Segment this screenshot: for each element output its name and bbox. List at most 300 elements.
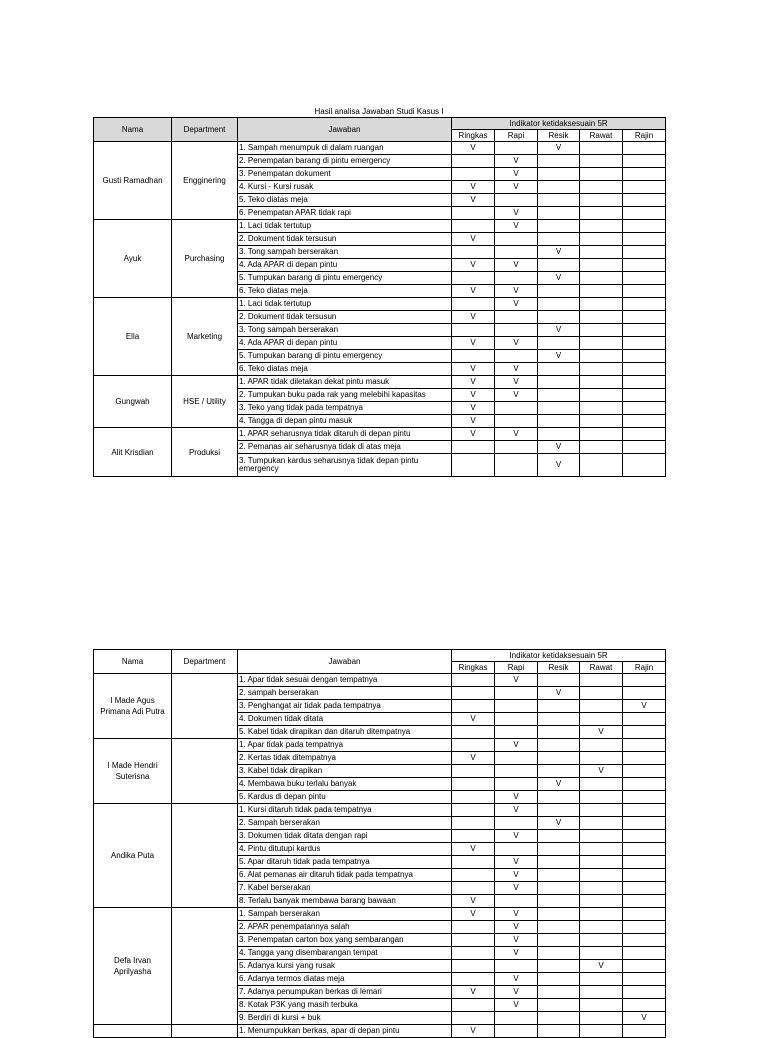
answer-text: 1. Sampah berserakan [238,908,452,921]
document-title: Hasil analisa Jawaban Studi Kasus I [314,107,444,116]
indicator-mark [623,376,666,389]
header-department: Department [172,650,238,674]
indicator-mark [623,778,666,791]
indicator-mark: V [623,1012,666,1025]
indicator-mark [538,259,580,272]
header-nama: Nama [94,118,172,142]
indicator-mark: V [538,817,580,830]
indicator-mark: V [495,934,538,947]
indicator-mark [580,259,623,272]
answer-text: 2. Pemanas air seharusnya tidak di atas meja [238,441,452,454]
answer-text: 3. Penempatan carton box yang sembarangan [238,934,452,947]
indicator-mark [495,895,538,908]
indicator-mark [580,973,623,986]
answer-text: 2. sampah berserakan [238,687,452,700]
indicator-mark [495,843,538,856]
header-rapi: Rapi [495,130,538,142]
indicator-mark [495,454,538,477]
answer-text: 5. Tumpukan barang di pintu emergency [238,350,452,363]
indicator-mark [623,674,666,687]
answer-text: 1. Sampah menumpuk di dalam ruangan [238,142,452,155]
indicator-mark [623,428,666,441]
answer-text: 3. Tong sampah berserakan [238,324,452,337]
indicator-mark [580,324,623,337]
indicator-mark [452,272,495,285]
analysis-table-2-block [93,649,665,1038]
indicator-mark [580,233,623,246]
indicator-mark [580,674,623,687]
indicator-mark [580,947,623,960]
indicator-mark [623,817,666,830]
indicator-mark: V [495,986,538,999]
indicator-mark [580,1025,623,1038]
indicator-mark [538,830,580,843]
indicator-mark [452,947,495,960]
indicator-mark [495,324,538,337]
indicator-mark [580,700,623,713]
indicator-mark [580,207,623,220]
indicator-mark [538,674,580,687]
person-name: Ayuk [94,220,172,298]
indicator-mark: V [495,207,538,220]
indicator-mark [580,869,623,882]
indicator-mark [623,856,666,869]
analysis-table-2 [93,649,666,1038]
indicator-mark [623,934,666,947]
indicator-mark [580,337,623,350]
indicator-mark [452,220,495,233]
table-row [94,1025,666,1038]
header-ringkas: Ringkas [452,662,495,674]
indicator-mark [538,804,580,817]
indicator-mark [538,428,580,441]
answer-text: 5. Kardus di depan pintu [238,791,452,804]
answer-text: 3. Teko yang tidak pada tempatnya [238,402,452,415]
indicator-mark: V [452,194,495,207]
indicator-mark [452,739,495,752]
indicator-mark [580,843,623,856]
answer-text: 3. Kabel tidak dirapikan [238,765,452,778]
indicator-mark: V [452,752,495,765]
answer-text: 4. Membawa buku terlalu banyak [238,778,452,791]
indicator-mark [580,817,623,830]
indicator-mark [495,350,538,363]
indicator-mark [623,830,666,843]
indicator-mark [580,220,623,233]
indicator-mark: V [452,908,495,921]
indicator-mark [538,285,580,298]
indicator-mark [623,908,666,921]
person-name: I Made Hendri Suterisna [94,739,172,804]
answer-text: 4. Tangga yang disembarangan tempat [238,947,452,960]
table-row [94,428,666,441]
indicator-mark: V [452,1025,495,1038]
indicator-mark [623,181,666,194]
department-name: Marketing [172,298,238,376]
indicator-mark [580,986,623,999]
indicator-mark [623,168,666,181]
indicator-mark: V [495,220,538,233]
indicator-mark: V [452,337,495,350]
indicator-mark [623,687,666,700]
indicator-mark [623,155,666,168]
indicator-mark [452,869,495,882]
indicator-mark [580,363,623,376]
indicator-mark [452,168,495,181]
indicator-mark [495,713,538,726]
indicator-mark: V [538,687,580,700]
person-name: Andika Puta [94,804,172,908]
indicator-mark: V [495,363,538,376]
indicator-mark [623,272,666,285]
indicator-mark [538,376,580,389]
table-row [94,739,666,752]
indicator-mark: V [452,415,495,428]
indicator-mark [580,999,623,1012]
answer-text: 1. Menumpukkan berkas, apar di depan pintu [238,1025,452,1038]
indicator-mark [580,142,623,155]
indicator-mark [538,1012,580,1025]
indicator-mark: V [452,843,495,856]
answer-text: 2. Dokument tidak tersusun [238,233,452,246]
indicator-mark [580,778,623,791]
indicator-mark: V [538,272,580,285]
indicator-mark [495,246,538,259]
answer-text: 1. Apar tidak sesuai dengan tempatnya [238,674,452,687]
indicator-mark: V [452,986,495,999]
indicator-mark: V [538,246,580,259]
answer-text: 8. Kotak P3K yang masih terbuka [238,999,452,1012]
person-name: Gusti Ramadhan [94,142,172,220]
indicator-mark [623,233,666,246]
indicator-mark [538,921,580,934]
indicator-mark: V [495,739,538,752]
indicator-mark [623,363,666,376]
indicator-mark [452,856,495,869]
answer-text: 7. Adanya penumpukan berkas di lemari [238,986,452,999]
table-row [94,804,666,817]
indicator-mark [538,765,580,778]
indicator-mark [623,402,666,415]
indicator-mark [580,389,623,402]
indicator-mark [623,285,666,298]
answer-text: 2. APAR penempatannya salah [238,921,452,934]
indicator-mark: V [495,830,538,843]
indicator-mark [495,765,538,778]
indicator-mark [623,726,666,739]
header-resik: Resik [538,662,580,674]
indicator-mark [623,350,666,363]
indicator-mark [623,415,666,428]
table-row [94,674,666,687]
indicator-mark [623,311,666,324]
indicator-mark [623,843,666,856]
indicator-mark [495,441,538,454]
indicator-mark [495,142,538,155]
indicator-mark [580,882,623,895]
indicator-mark [452,700,495,713]
indicator-mark [495,817,538,830]
indicator-mark [452,921,495,934]
indicator-mark [623,389,666,402]
table-row [94,220,666,233]
indicator-mark: V [495,674,538,687]
indicator-mark [538,337,580,350]
answer-text: 1. Apar tidak pada tempatnya [238,739,452,752]
indicator-mark [580,194,623,207]
indicator-mark [538,713,580,726]
indicator-mark [495,752,538,765]
indicator-mark [538,752,580,765]
indicator-mark [623,895,666,908]
answer-text: 2. Tumpukan buku pada rak yang melebihi kapasitas [238,389,452,402]
indicator-mark [538,908,580,921]
indicator-mark [623,713,666,726]
header-ringkas: Ringkas [452,130,495,142]
indicator-mark [538,1025,580,1038]
indicator-mark [580,181,623,194]
indicator-mark [623,246,666,259]
indicator-mark [452,324,495,337]
indicator-mark: V [452,713,495,726]
indicator-mark: V [538,778,580,791]
indicator-mark [538,791,580,804]
indicator-mark [538,856,580,869]
indicator-mark [538,947,580,960]
answer-text: 5. Kabel tidak dirapikan dan ditaruh ditempatnya [238,726,452,739]
indicator-mark [538,233,580,246]
header-rawat: Rawat [580,130,623,142]
answer-text: 2. Sampah berserakan [238,817,452,830]
header-rajin: Rajin [623,130,666,142]
answer-text: 2. Kertas tidak ditempatnya [238,752,452,765]
indicator-mark: V [452,389,495,402]
indicator-mark [495,1012,538,1025]
indicator-mark [623,804,666,817]
indicator-mark [580,934,623,947]
answer-text: 3. Tumpukan kardus seharusnya tidak depan pintu emergency [238,454,452,477]
answer-text: 1. Laci tidak tertutup [238,220,452,233]
indicator-mark: V [452,895,495,908]
table-row [94,142,666,155]
indicator-mark [623,259,666,272]
indicator-mark [580,441,623,454]
indicator-mark [623,220,666,233]
indicator-mark [580,298,623,311]
indicator-mark [580,168,623,181]
indicator-mark [580,921,623,934]
indicator-mark: V [495,999,538,1012]
indicator-mark [538,739,580,752]
indicator-mark [495,311,538,324]
indicator-mark: V [495,973,538,986]
indicator-mark: V [495,428,538,441]
department-name: Produksi [172,428,238,477]
indicator-mark: V [495,882,538,895]
indicator-mark [580,908,623,921]
answer-text: 5. Tumpukan barang di pintu emergency [238,272,452,285]
indicator-mark [580,376,623,389]
answer-text: 2. Penempatan barang di pintu emergency [238,155,452,168]
indicator-mark [623,298,666,311]
indicator-mark: V [495,389,538,402]
person-name [94,1025,172,1038]
answer-text: 4. Pintu ditutupi kardus [238,843,452,856]
indicator-mark [580,155,623,168]
indicator-mark [538,986,580,999]
indicator-mark [538,960,580,973]
indicator-mark: V [495,168,538,181]
indicator-mark: V [452,428,495,441]
answer-text: 3. Dokumen tidak ditata dengan rapi [238,830,452,843]
indicator-mark [580,752,623,765]
header-jawaban: Jawaban [238,118,452,142]
indicator-mark [538,415,580,428]
indicator-mark: V [495,259,538,272]
answer-text: 5. Adanya kursi yang rusak [238,960,452,973]
indicator-mark [623,324,666,337]
header-indikator: Indikator ketidaksesuain 5R [452,650,666,662]
indicator-mark: V [495,155,538,168]
indicator-mark [538,726,580,739]
indicator-mark [580,856,623,869]
indicator-mark [580,713,623,726]
analysis-table-1-block [93,107,665,477]
indicator-mark [452,454,495,477]
indicator-mark: V [538,324,580,337]
department-name: Engginering [172,142,238,220]
person-name: I Made Agus Primana Adi Putra [94,674,172,739]
table-row [94,298,666,311]
answer-text: 8. Terlalu banyak membawa barang bawaan [238,895,452,908]
indicator-mark [580,402,623,415]
indicator-mark [452,960,495,973]
indicator-mark [580,428,623,441]
indicator-mark [495,272,538,285]
indicator-mark [623,947,666,960]
department-name: Purchasing [172,220,238,298]
indicator-mark [538,181,580,194]
indicator-mark [452,674,495,687]
indicator-mark [538,155,580,168]
indicator-mark [538,843,580,856]
indicator-mark [538,895,580,908]
answer-text: 4. Tangga di depan pintu masuk [238,415,452,428]
indicator-mark [580,454,623,477]
answer-text: 5. Apar ditaruh tidak pada tempatnya [238,856,452,869]
indicator-mark [538,882,580,895]
indicator-mark [538,402,580,415]
indicator-mark: V [495,298,538,311]
answer-text: 6. Adanya termos diatas meja [238,973,452,986]
indicator-mark [623,973,666,986]
answer-text: 6. Alat pemanas air ditaruh tidak pada tempatnya [238,869,452,882]
header-resik: Resik [538,130,580,142]
indicator-mark [452,207,495,220]
answer-text: 2. Dokument tidak tersusun [238,311,452,324]
indicator-mark [452,350,495,363]
indicator-mark [452,298,495,311]
indicator-mark [623,869,666,882]
indicator-mark [452,804,495,817]
indicator-mark: V [495,337,538,350]
indicator-mark: V [495,869,538,882]
indicator-mark: V [452,311,495,324]
indicator-mark [623,999,666,1012]
indicator-mark [452,155,495,168]
indicator-mark: V [538,454,580,477]
indicator-mark [623,207,666,220]
header-indikator: Indikator ketidaksesuain 5R [452,118,666,130]
header-rajin: Rajin [623,662,666,674]
header-rapi: Rapi [495,662,538,674]
indicator-mark [538,298,580,311]
indicator-mark [580,246,623,259]
indicator-mark: V [495,908,538,921]
indicator-mark: V [623,700,666,713]
indicator-mark [623,337,666,350]
indicator-mark [580,687,623,700]
answer-text: 3. Penempatan dokument [238,168,452,181]
indicator-mark: V [452,233,495,246]
indicator-mark [538,363,580,376]
indicator-mark: V [495,285,538,298]
indicator-mark [623,986,666,999]
indicator-mark [580,895,623,908]
indicator-mark [495,726,538,739]
indicator-mark: V [495,181,538,194]
indicator-mark [495,415,538,428]
department-name [172,1025,238,1038]
indicator-mark [495,233,538,246]
answer-text: 1. APAR seharusnya tidak ditaruh di depan pintu [238,428,452,441]
indicator-mark [580,285,623,298]
indicator-mark: V [580,726,623,739]
indicator-mark [580,791,623,804]
indicator-mark: V [580,765,623,778]
indicator-mark [538,973,580,986]
answer-text: 3. Penghangat air tidak pada tempatnya [238,700,452,713]
indicator-mark [580,1012,623,1025]
indicator-mark: V [452,363,495,376]
indicator-mark [580,415,623,428]
answer-text: 5. Teko diatas meja [238,194,452,207]
indicator-mark [623,752,666,765]
person-name: Defa Irvan Aprilyasha [94,908,172,1025]
indicator-mark [623,960,666,973]
indicator-mark: V [495,804,538,817]
indicator-mark [580,272,623,285]
indicator-mark [580,739,623,752]
indicator-mark [623,142,666,155]
indicator-mark [623,454,666,477]
answer-text: 4. Kursi - Kursi rusak [238,181,452,194]
indicator-mark [452,441,495,454]
indicator-mark: V [495,921,538,934]
indicator-mark [452,765,495,778]
answer-text: 4. Dokumen tidak ditata [238,713,452,726]
indicator-mark: V [452,142,495,155]
indicator-mark [623,739,666,752]
indicator-mark [452,791,495,804]
answer-text: 4. Ada APAR di depan pintu [238,259,452,272]
header-jawaban: Jawaban [238,650,452,674]
department-name [172,804,238,908]
indicator-mark [495,700,538,713]
indicator-mark: V [538,142,580,155]
indicator-mark [495,778,538,791]
indicator-mark [538,220,580,233]
